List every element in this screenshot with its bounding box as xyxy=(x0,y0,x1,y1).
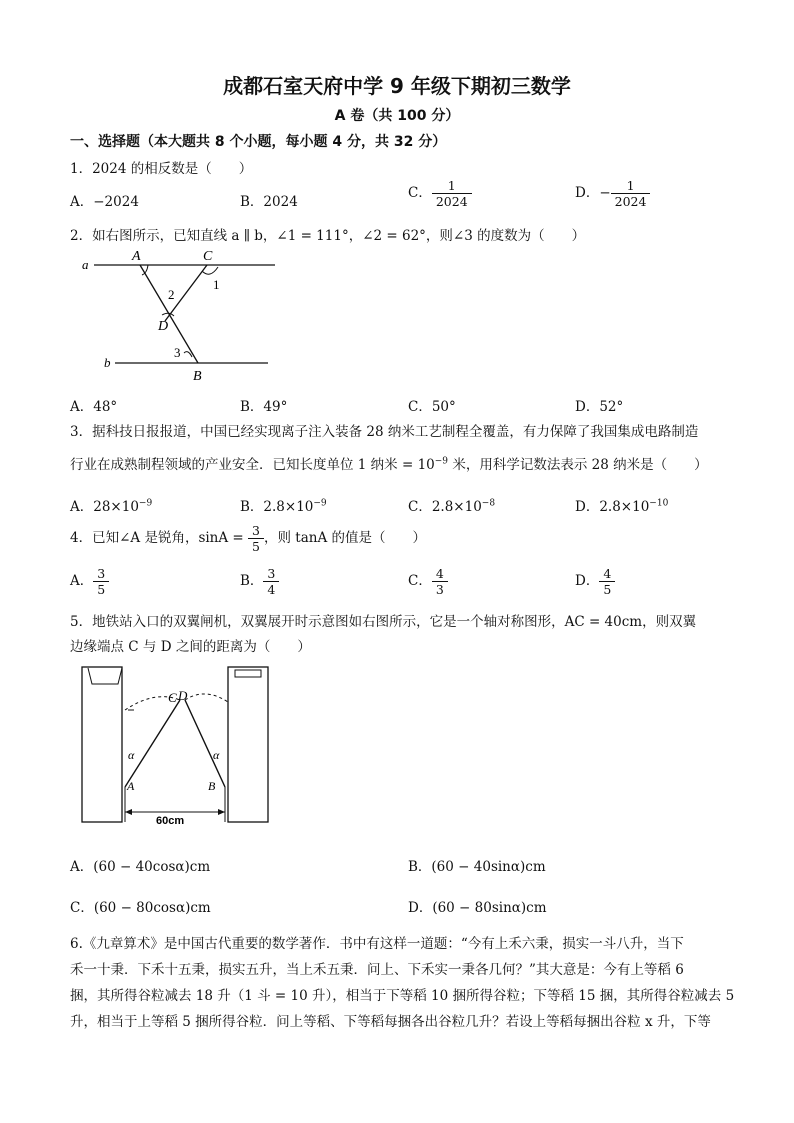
point-a: A xyxy=(127,779,135,793)
angle-3-arc xyxy=(184,352,192,357)
q2-stem: 2．如右图所示，已知直线 a ∥ b，∠1 = 111°，∠2 = 62°，则∠3 的度数为（ ） xyxy=(70,228,586,244)
q2-option-a: A．48° xyxy=(70,399,118,415)
q6-line3: 捆，其所得谷粒减去 18 升（1 斗 = 10 升），相当于下等稻 10 捆所得谷粒；下等稻 15 捆，其所得谷粒减去 5 xyxy=(70,988,735,1004)
point-b: B xyxy=(208,779,216,793)
q4-option-d: D． $\frac{4}{5}$ xyxy=(575,566,615,597)
q5-line1: 5．地铁站入口的双翼闸机，双翼展开时示意图如右图所示，它是一个轴对称图形，AC = 40cm，则双翼 xyxy=(70,614,697,630)
q3-option-b: B．$2.8\times 10^{-9}$ xyxy=(240,498,327,515)
q3-option-d: D．$2.8\times 10^{-10}$ xyxy=(575,498,669,515)
label-a: a xyxy=(82,257,89,272)
q1-stem: 1．2024 的相反数是（ ） xyxy=(70,161,253,177)
gate-right-post xyxy=(228,667,268,822)
q4-option-b: B． $\frac{3}{4}$ xyxy=(240,566,279,597)
q1-option-c: C． $\frac{1}{2024}$ xyxy=(408,178,472,209)
gate-left-post xyxy=(82,667,122,822)
alpha-right: α xyxy=(213,748,220,762)
point-c: C xyxy=(203,249,213,264)
segment-ab xyxy=(140,265,198,363)
q5-line2: 边缘端点 C 与 D 之间的距离为（ ） xyxy=(70,639,311,655)
q3-line2: 行业在成熟制程领域的产业安全．已知长度单位 1 纳米 = $10^{-9}$ 米，用科学记数法表示 28 纳米是（ ） xyxy=(70,456,708,473)
width-label: 60cm xyxy=(156,815,185,827)
arrow-right xyxy=(218,809,225,815)
right-wing xyxy=(185,700,225,787)
page-title: 成都石室天府中学 9 年级下期初三数学 xyxy=(223,74,571,98)
page-subtitle: A 卷（共 100 分） xyxy=(334,108,460,124)
q1-option-a: A．−2024 xyxy=(70,194,139,210)
q4-option-a: A． $\frac{3}{5}$ xyxy=(70,566,109,597)
q3-line1: 3．据科技日报报道，中国已经实现离子注入装备 28 纳米工艺制程全覆盖，有力保障了我国集成电路制造 xyxy=(70,424,699,440)
point-a: A xyxy=(132,249,141,264)
section-heading: 一、选择题（本大题共 8 个小题，每小题 4 分，共 32 分） xyxy=(70,134,447,150)
q2-option-d: D．52° xyxy=(575,399,624,415)
angle-1-label: 1 xyxy=(213,277,220,292)
q1-option-b: B．2024 xyxy=(240,194,298,210)
q3-option-a: A．$28\times 10^{-9}$ xyxy=(70,498,153,515)
q4-stem: 4．已知∠A 是锐角，sinA = $\frac{3}{5}$ ，则 tanA 的值是（ ） xyxy=(70,523,426,554)
point-d: D xyxy=(158,319,169,334)
point-d: D xyxy=(178,688,188,703)
q5-option-c: C．(60 − 80cosα)cm xyxy=(70,900,211,916)
q6-line2: 禾一十秉．下禾十五秉，损实五升，当上禾五秉．问上、下禾实一秉各几何？”其大意是：今有上等稻 6 xyxy=(70,962,684,978)
point-c: C xyxy=(168,690,177,705)
q5-option-b: B．(60 − 40sinα)cm xyxy=(408,859,546,875)
right-arc xyxy=(185,694,228,702)
point-b: B xyxy=(193,369,202,384)
label-b: b xyxy=(104,355,111,370)
q3-option-c: C．$2.8\times 10^{-8}$ xyxy=(408,498,496,515)
q2-option-c: C．50° xyxy=(408,399,456,415)
q2-option-b: B．49° xyxy=(240,399,288,415)
alpha-left: α xyxy=(128,748,135,762)
q5-option-a: A．(60 − 40cosα)cm xyxy=(70,859,211,875)
q6-line1: 6.《九章算术》是中国古代重要的数学著作．书中有这样一道题：“今有上禾六秉，损实一斗八升，当下 xyxy=(70,936,684,952)
q5-figure xyxy=(70,662,280,837)
q5-option-d: D．(60 − 80sinα)cm xyxy=(408,900,547,916)
angle-2-arc xyxy=(162,313,174,316)
q6-line4: 升，相当于上等稻 5 捆所得谷粒．问上等稻、下等稻每捆各出谷粒几升？若设上等稻每捆出谷粒 x 升，下等 xyxy=(70,1014,711,1030)
angle-2-label: 2 xyxy=(168,287,175,302)
arrow-left xyxy=(125,809,132,815)
left-wing xyxy=(125,700,180,787)
q1-option-d: D．− $\frac{1}{2024}$ xyxy=(575,178,650,209)
angle-3-label: 3 xyxy=(174,345,181,360)
q2-figure xyxy=(70,245,280,385)
q4-option-c: C． $\frac{4}{3}$ xyxy=(408,566,448,597)
